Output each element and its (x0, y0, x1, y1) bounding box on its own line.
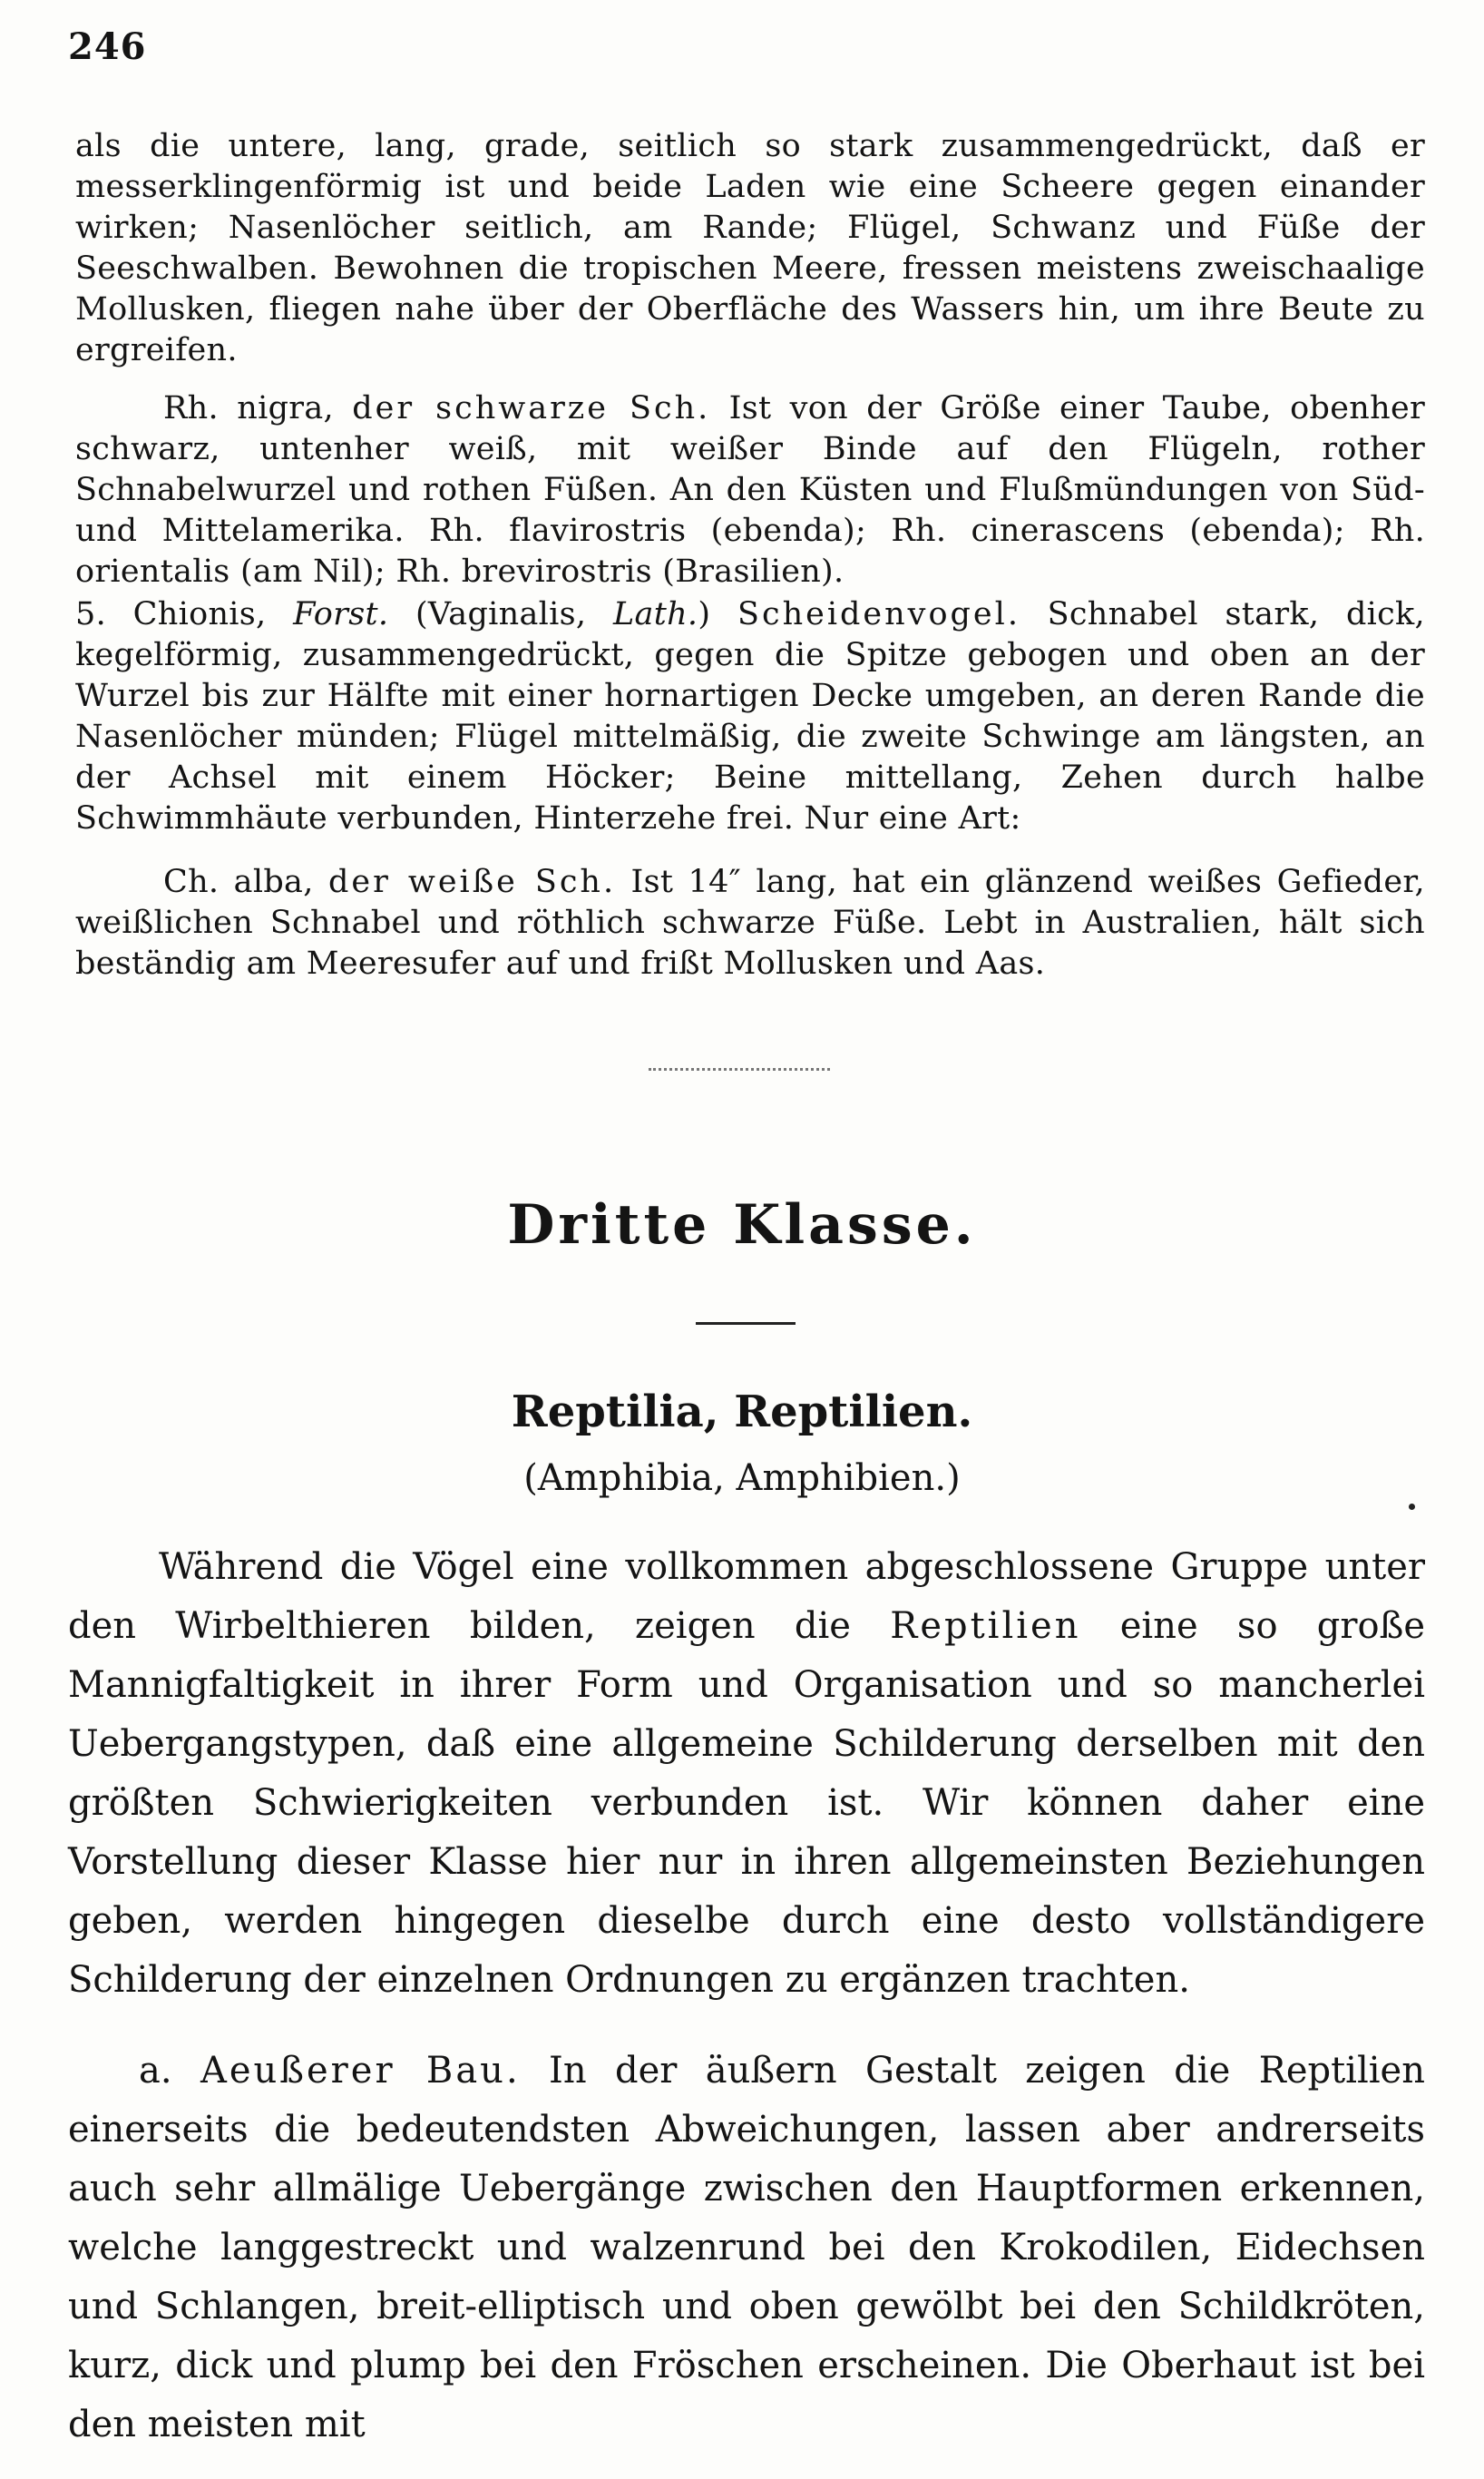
paragraph-rhynchops-description (75, 126, 1425, 371)
synonym-close: ) (698, 596, 711, 632)
paragraph-rh-nigra (75, 388, 1425, 593)
subsection-heading: Aeußerer Bau. (200, 2050, 521, 2092)
synonym-author: Lath. (613, 596, 698, 632)
species-name: Rh. nigra, (163, 390, 334, 426)
section-title: Reptilia, Reptilien. (511, 1386, 973, 1437)
species-name: Ch. alba, (163, 864, 314, 900)
paragraph-reptilien-intro (68, 1538, 1425, 2010)
species-description: Ist 14″ lang, hat ein glänzend weißes Gefieder, weißlichen Schnabel und röthlich schwarze Füße. Lebt in Australien, hält sich beständig am Meeresufer auf und frißt Mollusken und Aas. (75, 864, 1425, 982)
genus-author: Forst. (293, 596, 389, 632)
paragraph-chionis (75, 594, 1425, 839)
species-common-name: der weiße Sch. (327, 864, 617, 900)
paragraph-aeusserer-bau (68, 2042, 1425, 2455)
class-title: Dritte Klasse. (507, 1193, 977, 1257)
paragraph-text: als die untere, lang, grade, seitlich so stark zusammengedrückt, daß er messerklingenförmig ist und beide Laden wie eine Scheere gegen einander wirken; Nasenlöcher seitlich, am Rande; Flügel, Schwanz und Füße der Seeschwalben. Bewohnen die tropischen Meere, fressen meistens zweischaalige Mollusken, fliegen nahe über der Oberfläche des Wassers hin, um ihre Beute zu ergreifen. (75, 128, 1425, 368)
paragraph-text-rest: eine so große Mannigfaltigkeit in ihrer Form und Organisation und so mancherlei Uebergangstypen, daß eine allgemeine Schilderung derselben mit den größten Schwierigkeiten verbunden ist. Wir können daher eine Vorstellung dieser Klasse hier nur in ihren allgemeinsten Beziehungen geben, werden hingegen dieselbe durch eine desto vollständigere Schilderung der einzelnen Ordnungen zu ergänzen trachten. (68, 1605, 1425, 2001)
page-number: 246 (68, 25, 147, 68)
paragraph-text-start: Während die Vögel eine vollkommen abgeschlossene Gruppe unter den Wirbelthieren bilden, zeigen die (68, 1546, 1425, 1647)
emphasized-term: Reptilien (890, 1605, 1081, 1647)
title-rule (696, 1322, 796, 1325)
paragraph-ch-alba (75, 862, 1425, 985)
genus-name: 5. Chionis, (75, 596, 267, 632)
genus-synonym: (Vaginalis, (415, 596, 587, 632)
section-subtitle: (Amphibia, Amphibien.) (523, 1457, 961, 1499)
genus-common-name: Scheidenvogel. (737, 596, 1020, 632)
subsection-label: a. (139, 2050, 172, 2092)
section-divider-ornament (649, 1068, 830, 1071)
stray-dot (1409, 1504, 1415, 1510)
species-description: Ist von der Größe einer Taube, obenher schwarz, untenher weiß, mit weißer Binde auf den Flügeln, rother Schnabelwurzel und rothen Füßen. An den Küsten und Flußmündungen von Süd- und Mittelamerika. Rh. flavirostris (ebenda); Rh. cinerascens (ebenda); Rh. orientalis (am Nil); Rh. brevirostris (Brasilien). (75, 390, 1426, 590)
species-common-name: der schwarze Sch. (352, 390, 711, 426)
paragraph-text: In der äußern Gestalt zeigen die Reptilien einerseits die bedeutendsten Abweichungen, lassen aber andrerseits auch sehr allmälige Uebergänge zwischen den Hauptformen erkennen, welche langgestreckt und walzenrund bei den Krokodilen, Eidechsen und Schlangen, breit-elliptisch und oben gewölbt bei den Schildkröten, kurz, dick und plump bei den Fröschen erscheinen. Die Oberhaut ist bei den meisten mit (68, 2050, 1425, 2445)
genus-description: Schnabel stark, dick, kegelförmig, zusammengedrückt, gegen die Spitze gebogen und oben an der Wurzel bis zur Hälfte mit einer hornartigen Decke umgeben, an deren Rande die Nasenlöcher münden; Flügel mittelmäßig, die zweite Schwinge am längsten, an der Achsel mit einem Höcker; Beine mittellang, Zehen durch halbe Schwimmhäute verbunden, Hinterzehe frei. Nur eine Art: (75, 596, 1425, 837)
